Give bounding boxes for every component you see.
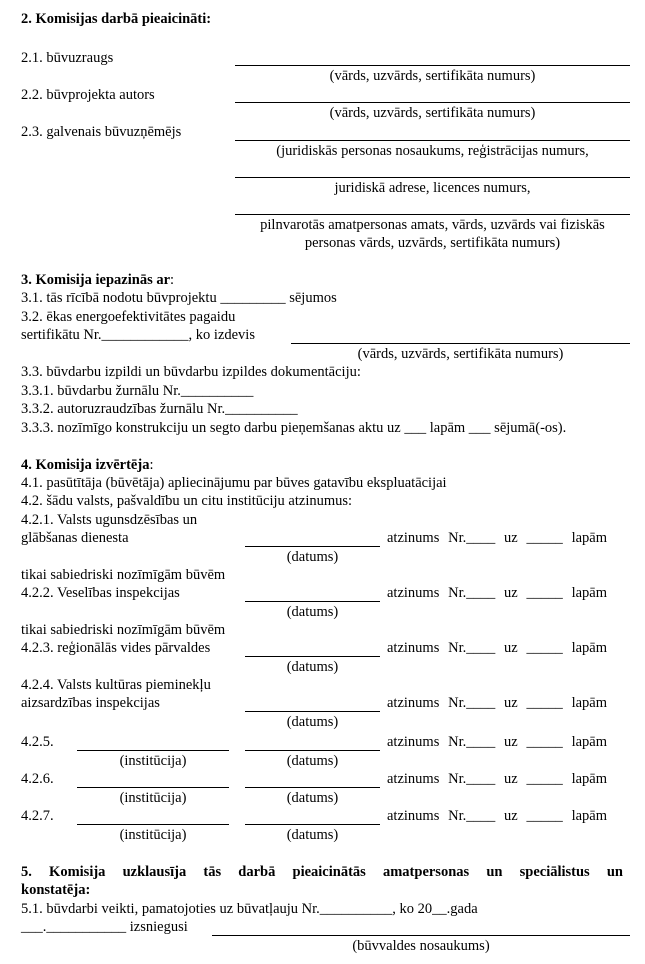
section-3-heading-text: 3. Komisija iepazinās ar: [21, 272, 171, 288]
item-2-1-label: 2.1. būvuzraugs: [21, 50, 114, 66]
item-3-2-caption: (vārds, uzvārds, sertifikāta numurs): [357, 346, 564, 362]
item-4-2-1-date-caption: (datums): [286, 549, 339, 565]
item-4-2-7-atzinums: atzinums Nr.____ uz _____ lapām: [387, 808, 607, 824]
item-2-3-line-3[interactable]: [235, 214, 630, 215]
item-4-2-5-institution-caption: (institūcija): [119, 753, 187, 769]
item-3-3-3: 3.3.3. nozīmīgo konstrukciju un segto darbu pieņemšanas aktu uz ___ lapām ___ sējumā(-os).: [21, 420, 567, 436]
section-4-heading-colon: :: [149, 457, 154, 473]
item-4-2-4-line-a: 4.2.4. Valsts kultūras pieminekļu: [21, 677, 211, 693]
item-4-2-7-institution-line[interactable]: [77, 824, 229, 825]
item-2-3-caption-1: (juridiskās personas nosaukums, reģistrācijas numurs,: [276, 143, 589, 159]
item-5-1-authority-caption: (būvvaldes nosaukums): [352, 938, 490, 954]
note-4-2-3: tikai sabiedriski nozīmīgām būvēm: [21, 622, 226, 638]
item-2-2-caption: (vārds, uzvārds, sertifikāta numurs): [329, 105, 536, 121]
section-5-heading-line-2: konstatēja:: [21, 882, 91, 898]
item-5-1-authority-line[interactable]: [212, 935, 630, 936]
item-4-2-5-date-caption: (datums): [286, 753, 339, 769]
item-4-2-4-date-line[interactable]: [245, 711, 380, 712]
item-4-2-4-atzinums: atzinums Nr.____ uz _____ lapām: [387, 695, 607, 711]
item-5-1-continued: ___.___________ izsniegusi: [21, 919, 188, 935]
item-3-3-1: 3.3.1. būvdarbu žurnālu Nr.__________: [21, 383, 254, 399]
item-4-2-6-date-line[interactable]: [245, 787, 380, 788]
item-3-2-line[interactable]: [291, 343, 630, 344]
item-2-3-caption-3: pilnvarotās amatpersonas amats, vārds, uzvārds vai fiziskās: [260, 217, 605, 233]
item-3-2-line-a: 3.2. ēkas energoefektivitātes pagaidu: [21, 309, 236, 325]
item-4-2: 4.2. šādu valsts, pašvaldību un citu institūciju atzinumus:: [21, 493, 353, 509]
item-2-3-label: 2.3. galvenais būvuzņēmējs: [21, 124, 182, 140]
item-4-2-5-date-line[interactable]: [245, 750, 380, 751]
section-3-heading: [21, 272, 174, 289]
item-2-3-line-2[interactable]: [235, 177, 630, 178]
item-4-2-2-date-line[interactable]: [245, 601, 380, 602]
item-4-2-2-date-caption: (datums): [286, 604, 339, 620]
item-5-1: 5.1. būvdarbi veikti, pamatojoties uz būvatļauju Nr.__________, ko 20__.gada: [21, 901, 478, 917]
item-2-1-line[interactable]: [235, 65, 630, 66]
item-2-3-caption-4: personas vārds, uzvārds, sertifikāta numurs): [304, 235, 561, 251]
item-4-2-6-label: 4.2.6.: [21, 771, 54, 787]
item-4-2-1-line-a: 4.2.1. Valsts ugunsdzēsības un: [21, 512, 198, 528]
item-4-2-1-atzinums: atzinums Nr.____ uz _____ lapām: [387, 530, 607, 546]
item-4-2-1-date-line[interactable]: [245, 546, 380, 547]
item-4-2-5-label: 4.2.5.: [21, 734, 54, 750]
item-2-2-line[interactable]: [235, 102, 630, 103]
item-2-1-caption: (vārds, uzvārds, sertifikāta numurs): [329, 68, 536, 84]
item-4-2-4-line-b: aizsardzības inspekcijas: [21, 695, 160, 711]
section-3-heading-colon: :: [170, 272, 175, 288]
item-4-2-7-date-caption: (datums): [286, 827, 339, 843]
item-4-2-1-line-b: glābšanas dienesta: [21, 530, 129, 546]
item-4-2-3-date-line[interactable]: [245, 656, 380, 657]
item-4-2-5-atzinums: atzinums Nr.____ uz _____ lapām: [387, 734, 607, 750]
item-4-2-6-date-caption: (datums): [286, 790, 339, 806]
item-4-2-5-institution-line[interactable]: [77, 750, 229, 751]
item-4-2-6-institution-caption: (institūcija): [119, 790, 187, 806]
section-4-heading-text: 4. Komisija izvērtēja: [21, 457, 150, 473]
item-2-3-line-1[interactable]: [235, 140, 630, 141]
item-4-2-2-label: 4.2.2. Veselības inspekcijas: [21, 585, 180, 601]
item-4-2-3-label: 4.2.3. reģionālās vides pārvaldes: [21, 640, 211, 656]
item-4-2-3-atzinums: atzinums Nr.____ uz _____ lapām: [387, 640, 607, 656]
item-3-2-line-b: sertifikātu Nr.____________, ko izdevis: [21, 327, 255, 343]
item-3-3-2: 3.3.2. autoruzraudzības žurnālu Nr.__________: [21, 401, 298, 417]
item-2-2-label: 2.2. būvprojekta autors: [21, 87, 155, 103]
item-4-2-4-date-caption: (datums): [286, 714, 339, 730]
section-5-heading-line-1: 5. Komisija uzklausīja tās darbā pieaicinātās amatpersonas un speciālistus un: [21, 864, 623, 880]
note-4-2-2: tikai sabiedriski nozīmīgām būvēm: [21, 567, 226, 583]
item-4-2-2-atzinums: atzinums Nr.____ uz _____ lapām: [387, 585, 607, 601]
item-4-2-6-atzinums: atzinums Nr.____ uz _____ lapām: [387, 771, 607, 787]
item-4-1: 4.1. pasūtītāja (būvētāja) apliecinājumu par būves gatavību ekspluatācijai: [21, 475, 447, 491]
item-3-1: 3.1. tās rīcībā nodotu būvprojektu _________ sējumos: [21, 290, 337, 306]
item-4-2-3-date-caption: (datums): [286, 659, 339, 675]
item-4-2-7-date-line[interactable]: [245, 824, 380, 825]
item-4-2-7-institution-caption: (institūcija): [119, 827, 187, 843]
item-4-2-6-institution-line[interactable]: [77, 787, 229, 788]
item-3-3: 3.3. būvdarbu izpildi un būvdarbu izpildes dokumentāciju:: [21, 364, 361, 380]
section-4-heading: [21, 457, 153, 474]
item-2-3-caption-2: juridiskā adrese, licences numurs,: [334, 180, 531, 196]
section-2-heading: 2. Komisijas darbā pieaicināti:: [21, 11, 212, 27]
item-4-2-7-label: 4.2.7.: [21, 808, 54, 824]
